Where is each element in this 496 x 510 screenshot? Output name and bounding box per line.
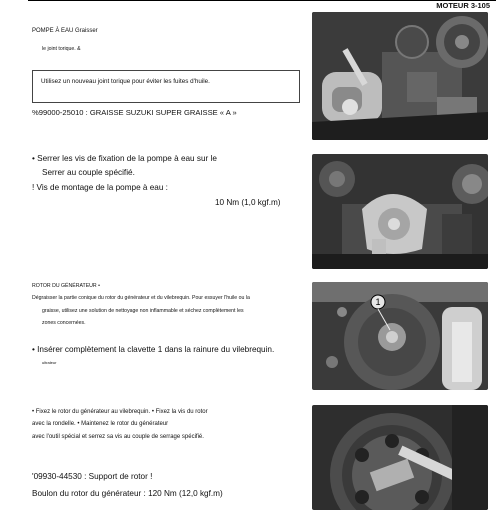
rotor-instruction-2: avec la rondelle. • Maintenez le rotor du générateur xyxy=(32,421,169,427)
degrease-line-3: zones concernées. xyxy=(42,320,86,326)
crankshaft-key-photo xyxy=(312,282,488,390)
callout-1-label: 1 xyxy=(375,297,381,307)
water-pump-title: POMPE À EAU Graisser xyxy=(32,28,98,34)
grease-reference: %99000-25010 : GRAISSE SUZUKI SUPER GRAISSE « A » xyxy=(32,108,237,117)
pump-instruction-1: • Serrer les vis de fixation de la pompe à eau sur le xyxy=(32,154,217,163)
page-reference: MOTEUR 3-105 xyxy=(436,1,490,10)
degrease-line-1: Dégraisser la partie conique du rotor du générateur et du vilebrequin. Pour essuyer l'huile ou la xyxy=(32,295,250,301)
rotor-bolt-torque: Boulon du rotor du générateur : 120 Nm (12,0 kgf.m) xyxy=(32,489,223,498)
pump-instruction-2: Serrer au couple spécifié. xyxy=(42,168,135,177)
rotor-instruction-3: avec l'outil spécial et serrez sa vis au couple de serrage spécifié. xyxy=(32,434,204,440)
water-pump-oring-photo xyxy=(312,12,488,140)
pump-torque-value: 10 Nm (1,0 kgf.m) xyxy=(215,198,281,207)
generator-rotor-photo xyxy=(312,405,488,510)
degrease-line-2: graisse, utilisez une solution de nettoyage non inflammable et séchez complètement les xyxy=(42,308,244,314)
rotor-instruction-1: • Fixez le rotor du générateur au vilebrequin. • Fixez la vis du rotor xyxy=(32,409,208,415)
note-box xyxy=(32,70,300,103)
water-pump-subtitle: le joint torique. & xyxy=(42,46,81,52)
pump-bolt-label: ! Vis de montage de la pompe à eau : xyxy=(32,183,168,192)
small-caption: ultraleur xyxy=(42,360,57,365)
rotor-holder-tool: '09930-44530 : Support de rotor ! xyxy=(32,472,153,481)
header-rule xyxy=(28,0,496,11)
rotor-title: ROTOR DU GÉNÉRATEUR • xyxy=(32,283,100,289)
key-insert-instruction: • Insérer complètement la clavette 1 dans la rainure du vilebrequin. xyxy=(32,345,275,354)
water-pump-mounted-photo xyxy=(312,154,488,269)
note-text: Utilisez un nouveau joint torique pour éviter les fuites d'huile. xyxy=(41,78,210,85)
